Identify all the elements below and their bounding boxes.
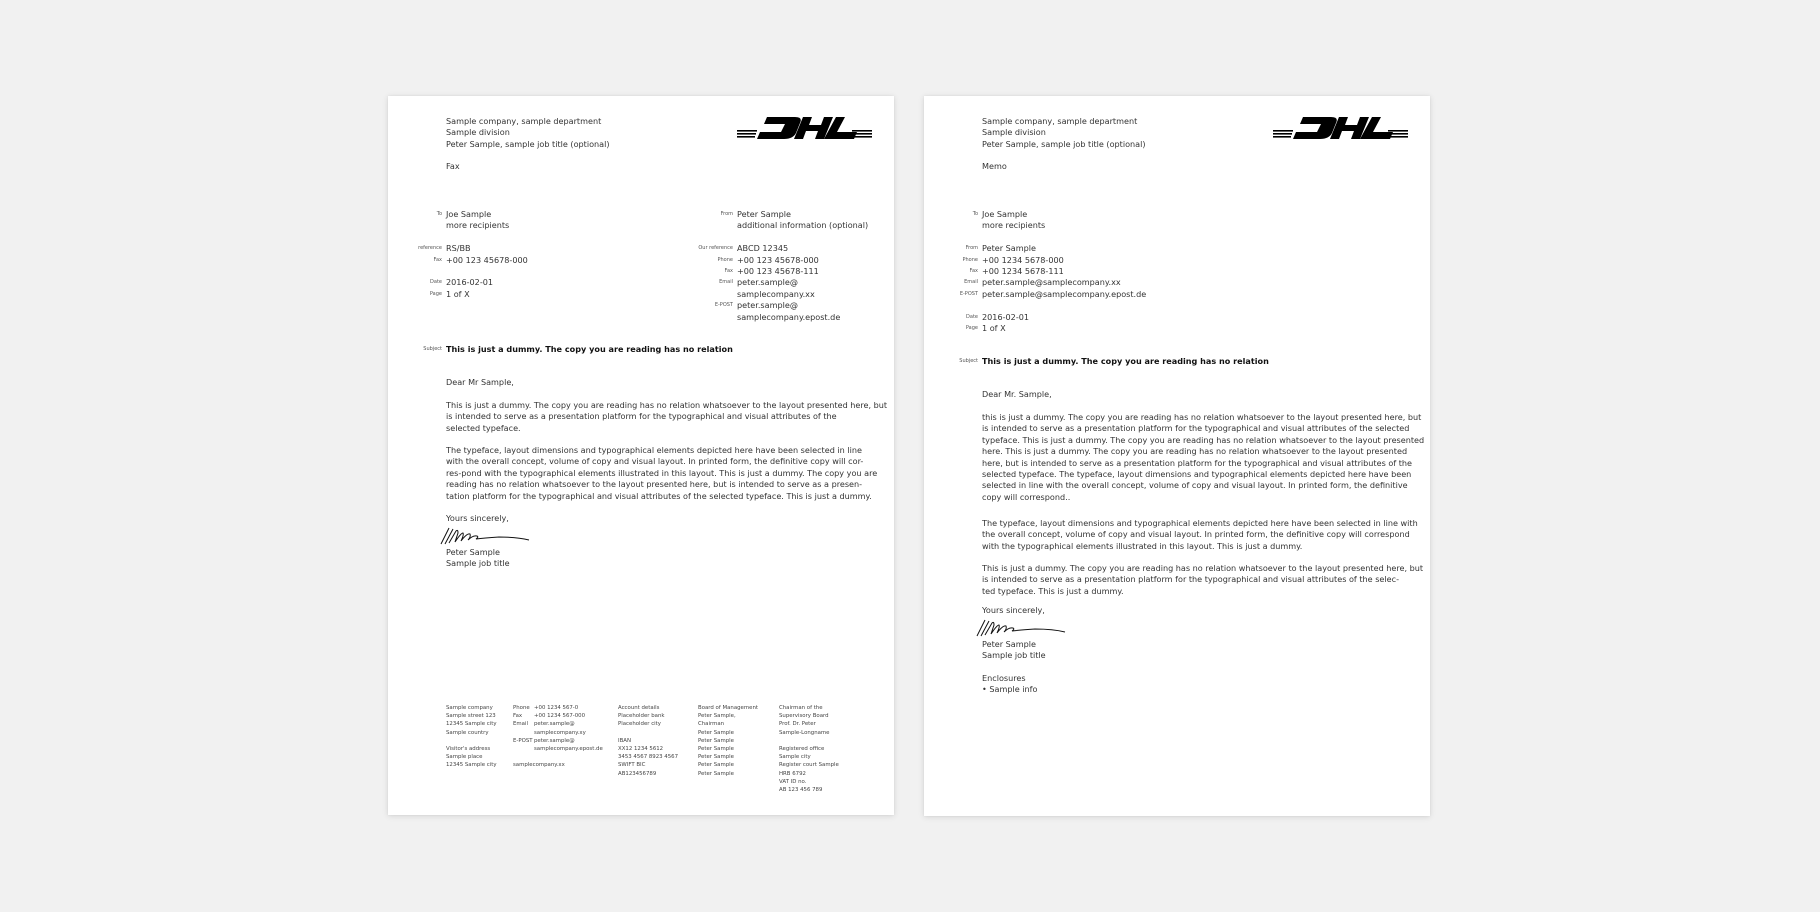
subject-line [959, 356, 1269, 367]
paragraph-line: res-pond with the typographical elements illustrated in this layout. This is just a dummy. The copy you are [446, 467, 878, 478]
footer-supervisory: Chairman of the Supervisory Board Prof. Dr. Peter Sample-Longname Registered office Sample city Register court Sample HRB 6792 VAT ID no. AB 123 456 789 [779, 705, 839, 793]
sender-line: Sample company, sample department [982, 116, 1138, 126]
body-paragraph [446, 400, 887, 434]
signature-block [982, 639, 1046, 662]
from-value: additional information (optional) [737, 220, 869, 231]
paragraph-line: the overall concept, volume of copy and visual layout. In printed form, the definitive copy will correspond [982, 529, 1410, 540]
salutation: Dear Mr Sample, [446, 377, 514, 387]
document-type: Fax [446, 161, 460, 171]
phone-value: +00 1234 5678-000 [982, 254, 1064, 265]
email-value: peter.sample@ [737, 277, 798, 288]
date-label: Date [430, 279, 442, 286]
memo-page [924, 96, 1430, 816]
paragraph-line: with the typographical elements illustrated in this layout. This is just a dummy. [982, 540, 1303, 551]
paragraph-line: This is just a dummy. The copy you are reading has no relation whatsoever to the layout presented here, but [982, 563, 1424, 573]
body-paragraph [982, 563, 1423, 597]
paragraph-line: reading has no relation whatsoever to the layout presented here, but is intended to serve as a presen- [446, 479, 863, 490]
body-paragraph [446, 445, 877, 502]
fax-label: Fax [969, 267, 978, 274]
footer-contact: Phone +00 1234 567-0 Fax +00 1234 567-000 Email peter.sample@ samplecompany.xy E-POST peter.sample@ samplecompany.epost.de samplecompany.xx [513, 705, 603, 769]
to-value: Joe Sample [982, 209, 1028, 219]
page-label: Page [965, 324, 978, 331]
sender-line: Sample division [982, 127, 1046, 138]
footer-address: Sample company Sample street 123 12345 Sample city Sample country Visitor's address Sample place 12345 Sample city [446, 705, 497, 769]
phone-label: Phone [717, 256, 733, 263]
subject-text: This is just a dummy. The copy you are reading has no relation [446, 344, 733, 354]
fax-label: Fax [724, 267, 733, 274]
date-value: 2016-02-01 [982, 311, 1030, 322]
paragraph-line: this is just a dummy. The copy you are reading has no relation whatsoever to the layout presented here, but [982, 412, 1422, 422]
signature-icon [975, 617, 1067, 637]
signature-title: Sample job title [446, 558, 510, 569]
subject-text: This is just a dummy. The copy you are reading has no relation [982, 356, 1269, 366]
subject-label: Subject [959, 358, 978, 364]
memo-details-block [959, 209, 1147, 334]
paragraph-line: The typeface, layout dimensions and typographical elements depicted here have been selected in line [446, 445, 862, 455]
signature-title: Sample job title [982, 650, 1046, 661]
enclosures-label: Enclosures [982, 673, 1026, 683]
to-label: To [972, 211, 978, 217]
sender-details-block [698, 209, 869, 323]
reference-label: reference [418, 245, 442, 252]
to-value: Joe Sample [446, 209, 492, 219]
email-value: samplecompany.xx [737, 288, 815, 299]
enclosures-block [982, 673, 1037, 696]
from-value: Peter Sample [982, 243, 1036, 254]
paragraph-line: The typeface, layout dimensions and typographical elements depicted here have been selected in line with [982, 518, 1418, 528]
email-value: peter.sample@samplecompany.xx [982, 277, 1121, 288]
sender-line: Peter Sample, sample job title (optional) [982, 138, 1146, 149]
email-label: Email [719, 279, 733, 286]
sender-block [982, 116, 1146, 150]
fax-value: +00 123 45678-000 [446, 254, 528, 265]
dhl-logo-icon [737, 117, 872, 140]
paragraph-line: selected typeface. [446, 422, 521, 433]
epost-label: E-POST [714, 302, 733, 309]
paragraph-line: selected in line with the overall concept, volume of copy and visual layout. In printed form, the definitive [982, 480, 1408, 491]
footer-board: Board of Management Peter Sample, Chairman Peter Sample Peter Sample Peter Sample Peter Sample Peter Sample Peter Sample [698, 705, 758, 777]
phone-value: +00 123 45678-000 [737, 254, 819, 265]
footer-account: Account details Placeholder bank Placeholder city IBAN XX12 1234 5612 3453 4567 8923 4567 SWIFT BIC AB123456789 [618, 705, 679, 777]
epost-value: peter.sample@samplecompany.epost.de [982, 288, 1147, 299]
paragraph-line: copy will correspond.. [982, 491, 1071, 502]
closing: Yours sincerely, [446, 513, 509, 523]
reference-value: RS/BB [446, 243, 471, 254]
from-label: From [965, 245, 978, 252]
signature-block [446, 547, 510, 570]
dhl-logo-icon [1273, 117, 1408, 140]
document-type: Memo [982, 161, 1007, 171]
to-value: more recipients [982, 220, 1046, 231]
from-label: From [720, 211, 733, 217]
sender-block [446, 116, 610, 150]
paragraph-line: is intended to serve as a presentation platform for the typographical and visual attributes of the [446, 411, 837, 422]
paragraph-line: selected typeface. The typeface, layout dimensions and typographical elements depicted here have been [982, 468, 1412, 479]
to-label: To [436, 211, 442, 217]
our-reference-label: Our reference [698, 245, 733, 252]
phone-label: Phone [962, 256, 978, 263]
paragraph-line: typeface. This is just a dummy. The copy you are reading has no relation whatsoever to the layout presented [982, 434, 1425, 445]
fax-value: +00 123 45678-111 [737, 265, 819, 276]
paragraph-line: with the overall concept, volume of copy and visual layout. In printed form, the definitive copy will cor- [446, 456, 864, 467]
sender-line: Peter Sample, sample job title (optional) [446, 138, 610, 149]
enclosure-item: • Sample info [982, 684, 1038, 695]
signature-name: Peter Sample [446, 547, 500, 557]
paragraph-line: here, but is intended to serve as a presentation platform for the typographical and visual attributes of the [982, 457, 1413, 468]
page-label: Page [429, 290, 442, 297]
page-value: 1 of X [982, 322, 1006, 333]
epost-value: samplecompany.epost.de [737, 311, 841, 322]
date-value: 2016-02-01 [446, 277, 494, 288]
email-label: Email [964, 279, 978, 286]
subject-label: Subject [423, 346, 442, 352]
to-value: more recipients [446, 220, 510, 231]
paragraph-line: ted typeface. This is just a dummy. [982, 585, 1124, 596]
paragraph-line: tation platform for the typographical and visual attributes of the selected typeface. This is just a dummy. [446, 490, 872, 501]
from-value: Peter Sample [737, 209, 791, 219]
epost-label: E-POST [959, 290, 978, 297]
subject-line [423, 344, 733, 355]
epost-value: peter.sample@ [737, 300, 798, 311]
paragraph-line: here. This is just a dummy. The copy you are reading has no relation whatsoever to the layout presented [982, 446, 1408, 457]
paragraph-line: This is just a dummy. The copy you are reading has no relation whatsoever to the layout presented here, but [446, 400, 888, 410]
recipient-block [418, 209, 528, 300]
date-label: Date [966, 313, 978, 320]
paragraph-line: is intended to serve as a presentation platform for the typographical and visual attributes of the selected [982, 423, 1410, 434]
body-paragraph [982, 518, 1418, 552]
sender-line: Sample company, sample department [446, 116, 602, 126]
our-reference-value: ABCD 12345 [737, 243, 789, 254]
fax-letter-page [388, 96, 894, 815]
sender-line: Sample division [446, 127, 510, 138]
salutation: Dear Mr. Sample, [982, 389, 1052, 399]
paragraph-line: is intended to serve as a presentation platform for the typographical and visual attributes of the selec- [982, 574, 1400, 585]
page-value: 1 of X [446, 288, 470, 299]
body-paragraph [982, 412, 1424, 503]
fax-label: Fax [433, 256, 442, 263]
signature-icon [439, 525, 531, 545]
closing: Yours sincerely, [982, 605, 1045, 615]
fax-value: +00 1234 5678-111 [982, 265, 1064, 276]
signature-name: Peter Sample [982, 639, 1036, 649]
